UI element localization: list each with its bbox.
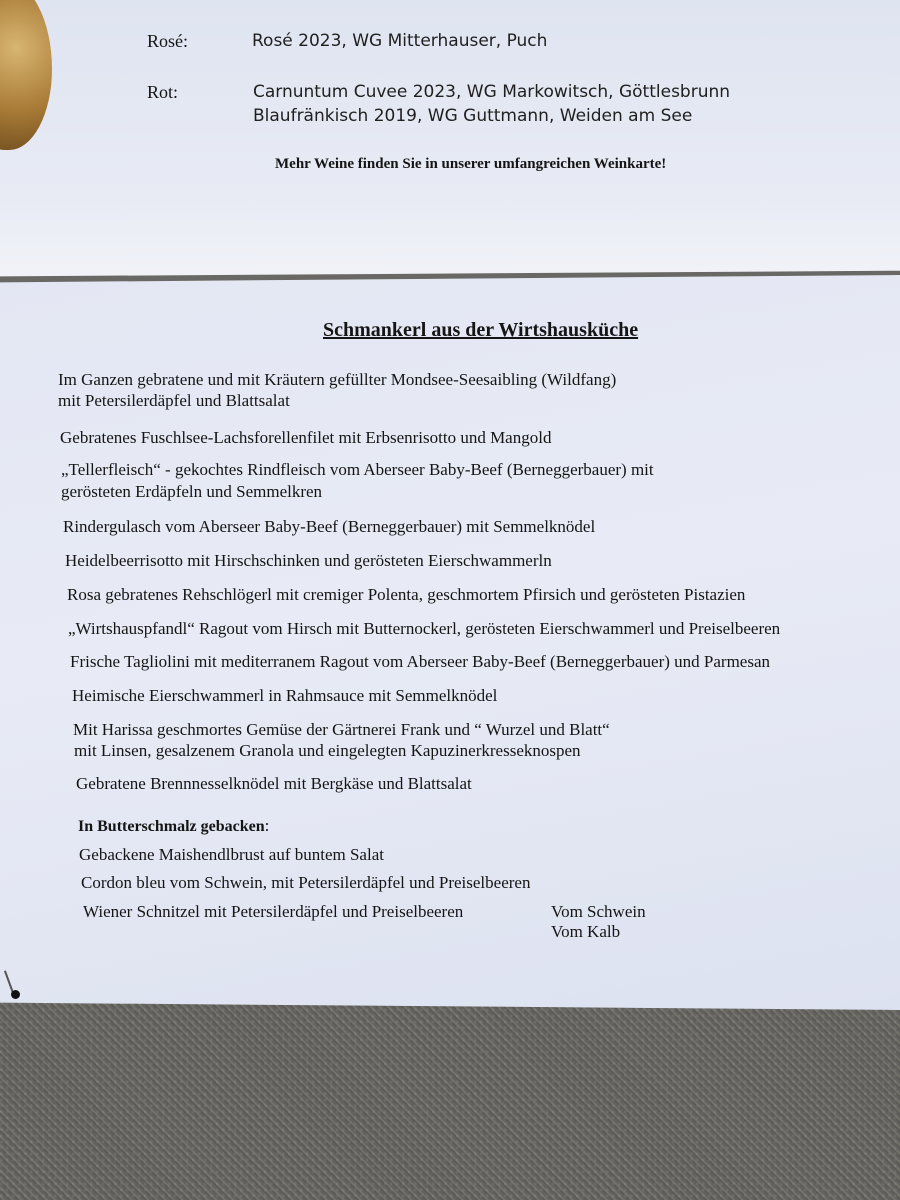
carpet-background (0, 990, 900, 1200)
dish-line: Heidelbeerrisotto mit Hirschschinken und gerösteten Eierschwammerln (65, 551, 552, 570)
fried-heading: In Butterschmalz gebacken (78, 818, 265, 835)
wine-list-note: Mehr Weine finden Sie in unserer umfangreichen Weinkarte! (275, 156, 667, 172)
dish-line: gerösteten Erdäpfeln und Semmelkren (61, 482, 323, 501)
wine-rot-item: Blaufränkisch 2019, WG Guttmann, Weiden am See (253, 106, 693, 126)
dish-line: Gebratenes Fuschlsee-Lachsforellenfilet mit Erbsenrisotto und Mangold (60, 428, 552, 447)
fried-item: Cordon bleu vom Schwein, mit Petersilerdäpfel und Preiselbeeren (81, 873, 531, 892)
dish-line: „Tellerfleisch“ - gekochtes Rindfleisch vom Aberseer Baby-Beef (Berneggerbauer) mit (61, 460, 654, 479)
dish-line: Rindergulasch vom Aberseer Baby-Beef (Berneggerbauer) mit Semmelknödel (63, 517, 596, 536)
dish-line: Im Ganzen gebratene und mit Kräutern gefüllter Mondsee-Seesaibling (Wildfang) (58, 370, 617, 389)
dish-line: mit Petersilerdäpfel und Blattsalat (58, 391, 290, 410)
wine-rose-item: Rosé 2023, WG Mitterhauser, Puch (252, 31, 548, 51)
dish-line: Mit Harissa geschmortes Gemüse der Gärtnerei Frank und “ Wurzel und Blatt“ (73, 720, 610, 739)
fried-item: Gebackene Maishendlbrust auf buntem Salat (79, 845, 384, 864)
wine-rot-label: Rot: (147, 82, 179, 102)
wine-rose-label: Rosé: (147, 31, 189, 51)
fried-heading-colon: : (264, 816, 270, 835)
dish-line: Heimische Eierschwammerl in Rahmsauce mit Semmelknödel (72, 686, 498, 705)
dish-line: „Wirtshauspfandl“ Ragout vom Hirsch mit Butternockerl, gerösteten Eierschwammerl und Preiselbeeren (68, 619, 781, 638)
fried-heading-row (78, 816, 269, 836)
dish-line: Rosa gebratenes Rehschlögerl mit cremiger Polenta, geschmortem Pfirsich und gerösteten Pistazien (67, 585, 746, 604)
dish-line: Gebratene Brennnesselknödel mit Bergkäse und Blattsalat (76, 774, 472, 793)
wine-rot-item: Carnuntum Cuvee 2023, WG Markowitsch, Göttlesbrunn (253, 82, 731, 102)
kitchen-heading: Schmankerl aus der Wirtshausküche (323, 319, 639, 341)
schnitzel-option: Vom Kalb (551, 922, 621, 941)
dish-line: mit Linsen, gesalzenem Granola und eingelegten Kapuzinerkresseknospen (74, 741, 581, 760)
schnitzel-option: Vom Schwein (551, 902, 646, 921)
dish-line: Frische Tagliolini mit mediterranem Ragout vom Aberseer Baby-Beef (Berneggerbauer) und Parmesan (70, 652, 771, 671)
pin-head (11, 990, 20, 999)
fried-item: Wiener Schnitzel mit Petersilerdäpfel und Preiselbeeren (83, 902, 464, 921)
